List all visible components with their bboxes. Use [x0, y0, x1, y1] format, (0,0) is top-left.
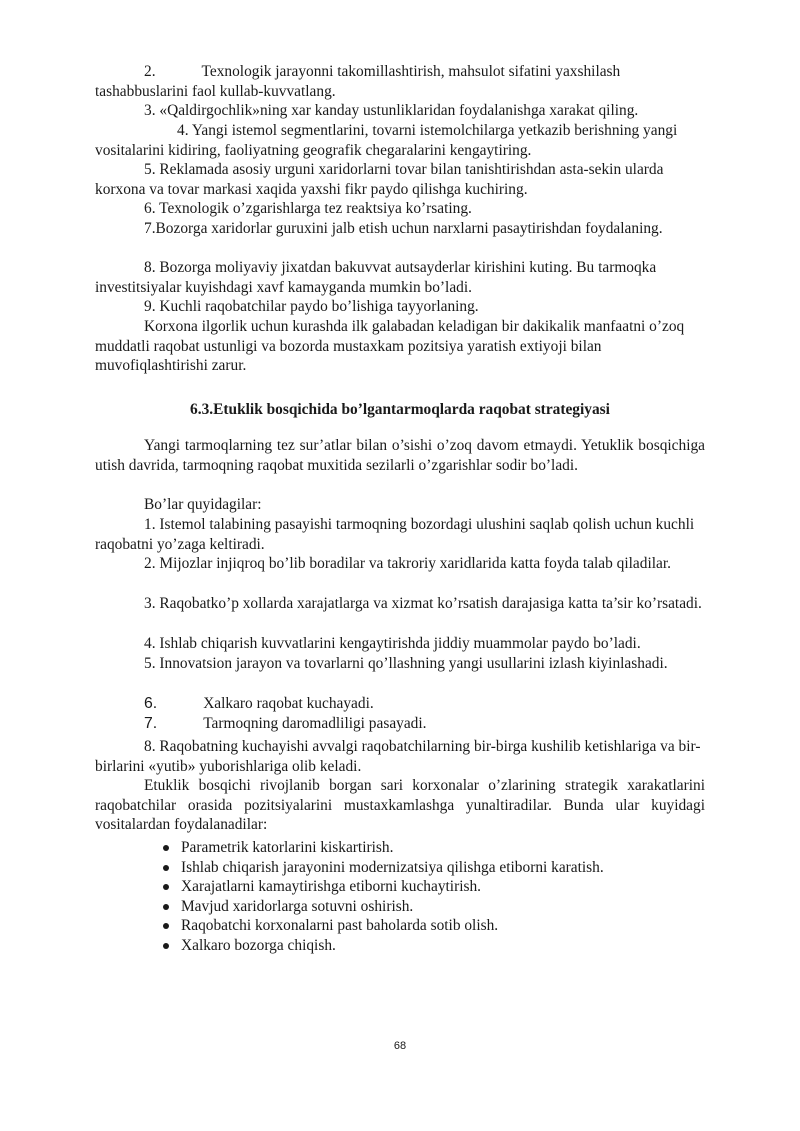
- bullet-icon: [163, 865, 169, 871]
- bullet-item: Xarajatlarni kamaytirishga etiborni kuchaytirish.: [163, 877, 604, 897]
- list-item-8: 8. Bozorga moliyaviy jixatdan bakuvvat autsayderlar kirishini kuting. Bu tarmoqka investitsiyalar kuyishdagi xavf kamayganda mumkin bo’ladi.: [95, 259, 657, 296]
- change-item-7: [95, 714, 705, 734]
- list-intro: Bo’lar quyidagilar:: [144, 496, 262, 513]
- intro-paragraph: Yangi tarmoqlarning tez sur’atlar bilan o’sishi o’zoq davom etmaydi. Yetuklik bosqichiga utish davrida, tarmoqning raqobat muxitida sezilarli o’zgarishlar sodir bo’ladi.: [95, 437, 705, 474]
- list-text: Texnologik jarayonni takomillashtirish, mahsulot sifatini yaxshilash tashabbuslarini faol kullab-kuvvatlang.: [95, 63, 621, 100]
- bullet-item: Ishlab chiqarish jarayonini modernizatsiya qilishga etiborni karatish.: [163, 858, 604, 878]
- bullet-icon: [163, 943, 169, 949]
- change-item-6: [95, 694, 705, 714]
- bullet-icon: [163, 923, 169, 929]
- bullet-icon: [163, 904, 169, 910]
- list-text: Xalkaro raqobat kuchayadi.: [203, 695, 374, 712]
- section-heading: 6.3.Etuklik bosqichida bo’lgantarmoqlarda raqobat strategiyasi: [190, 401, 610, 418]
- change-item-8: 8. Raqobatning kuchayishi avvalgi raqobatchilarning bir-birga kushilib ketishlariga va bir-birlarini «yutib» yuborishlariga olib keladi.: [95, 738, 701, 775]
- list-number: 6.: [144, 695, 158, 712]
- list-item-9: 9. Kuchli raqobatchilar paydo bo’lishiga tayyorlaning.: [144, 298, 479, 315]
- bullet-list: [163, 838, 604, 956]
- change-item-5: 5. Innovatsion jarayon va tovarlarni qo’llashning yangi usullarini izlash kiyinlashadi.: [144, 655, 668, 672]
- list-item-4: 4. Yangi istemol segmentlarini, tovarni istemolchilarga yetkazib berishning yangi vositalarini kidiring, faoliyatning geografik chegaralarini kengaytiring.: [95, 122, 678, 159]
- bullet-icon: [163, 845, 169, 851]
- bullet-item: Parametrik katorlarini kiskartirish.: [163, 838, 604, 858]
- list-item-5: 5. Reklamada asosiy urguni xaridorlarni tovar bilan tanishtirishdan asta-sekin ularda korxona va tovar markasi xaqida yaxshi fikr paydo qilishga kuchiring.: [95, 161, 664, 198]
- list-item-6: 6. Texnologik o’zgarishlarga tez reaktsiya ko’rsating.: [144, 200, 472, 217]
- bullet-item: Mavjud xaridorlarga sotuvni oshirish.: [163, 897, 604, 917]
- change-item-4: 4. Ishlab chiqarish kuvvatlarini kengaytirishda jiddiy muammolar paydo bo’ladi.: [144, 635, 641, 652]
- list-item-2: [95, 62, 705, 101]
- change-item-3: 3. Raqobatko’p xollarda xarajatlarga va xizmat ko’rsatish darajasiga katta ta’sir ko’rsatadi.: [144, 595, 702, 612]
- change-item-2: 2. Mijozlar injiqroq bo’lib boradilar va takroriy xaridlarida katta foyda talab qiladilar.: [144, 555, 671, 572]
- bullet-item: Xalkaro bozorga chiqish.: [163, 936, 604, 956]
- page-number: 68: [393, 1040, 407, 1052]
- list-text: Tarmoqning daromadliligi pasayadi.: [203, 715, 427, 732]
- list-item-7: 7.Bozorga xaridorlar guruxini jalb etish uchun narxlarni pasaytirishdan foydalaning.: [144, 220, 663, 237]
- bullet-icon: [163, 884, 169, 890]
- closing-paragraph: Etuklik bosqichi rivojlanib borgan sari korxonalar o’zlarining strategik xarakatlarini raqobatchilar orasida pozitsiyalarini mustaxkamlashga yunaltiradilar. Bunda ular kuyidagi vositalardan foydalanadilar:: [95, 777, 705, 834]
- summary-paragraph: Korxona ilgorlik uchun kurashda ilk galabadan keladigan bir dakikalik manfaatni o’zoq muddatli raqobat ustunligi va bozorda mustaxkam pozitsiya yaratish extiyoji bilan muvofiqlashtirishi zarur.: [95, 318, 685, 375]
- change-item-1: 1. Istemol talabining pasayishi tarmoqning bozordagi ulushini saqlab qolish uchun kuchli raqobatni yo’zaga keltiradi.: [95, 516, 695, 553]
- list-number: 7.: [144, 715, 158, 732]
- list-number: 2.: [144, 63, 156, 80]
- bullet-item: Raqobatchi korxonalarni past baholarda sotib olish.: [163, 916, 604, 936]
- list-item-3: 3. «Qaldirgochlik»ning xar kanday ustunliklaridan foydalanishga xarakat qiling.: [144, 102, 639, 119]
